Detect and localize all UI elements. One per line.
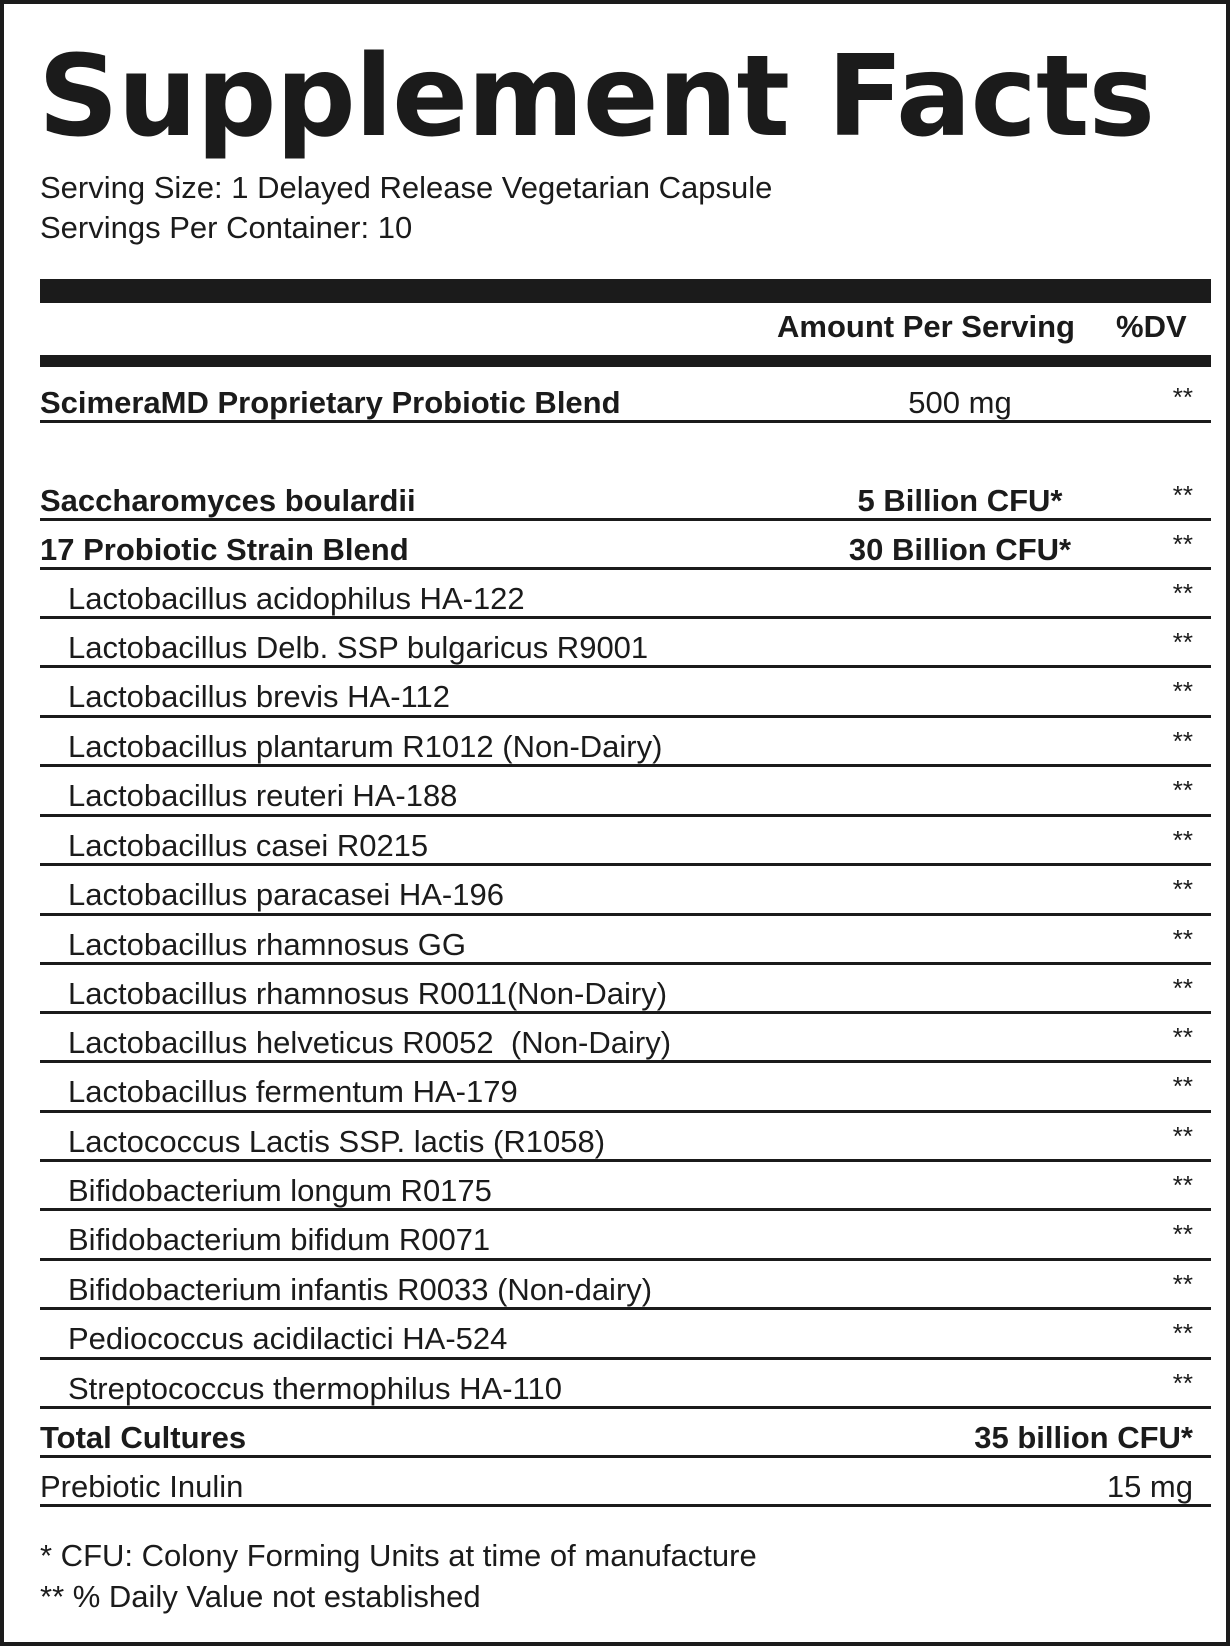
row-divider (40, 1455, 1211, 1458)
row-divider (40, 1159, 1211, 1162)
strain-dv: ** (1172, 1022, 1193, 1052)
row-divider (40, 1110, 1211, 1113)
strain-name: Bifidobacterium bifidum R0071 (68, 1222, 491, 1257)
row-divider (40, 1011, 1211, 1014)
row-divider (40, 1307, 1211, 1310)
strain-name: Bifidobacterium longum R0175 (68, 1173, 492, 1208)
header-thick-divider (40, 355, 1211, 367)
serving-size: Serving Size: 1 Delayed Release Vegetarian Capsule (40, 170, 773, 205)
blend-amount: 500 mg (908, 385, 1012, 420)
servings-per-container: Servings Per Container: 10 (40, 210, 413, 245)
strain-name: Bifidobacterium infantis R0033 (Non-dairy) (68, 1272, 653, 1307)
strain-name: Lactobacillus Delb. SSP bulgaricus R9001 (68, 630, 649, 665)
row-divider (40, 420, 1211, 423)
strain-dv: ** (1172, 578, 1193, 608)
strain-blend-amount: 30 Billion CFU* (848, 532, 1072, 567)
strain-dv: ** (1172, 627, 1193, 657)
row-divider (40, 1258, 1211, 1261)
strain-name: Streptococcus thermophilus HA-110 (68, 1371, 562, 1406)
strain-dv: ** (1172, 924, 1193, 954)
row-divider (40, 962, 1211, 965)
strain-name: Lactobacillus rhamnosus GG (68, 927, 467, 962)
total-cultures-amount: 35 billion CFU* (974, 1420, 1193, 1455)
strain-name: Lactobacillus fermentum HA-179 (68, 1074, 518, 1109)
strain-name: Lactobacillus rhamnosus R0011(Non-Dairy) (68, 976, 668, 1011)
strain-dv: ** (1172, 676, 1193, 706)
row-divider (40, 665, 1211, 668)
strain-dv: ** (1172, 1269, 1193, 1299)
row-divider (40, 814, 1211, 817)
strain-name: Lactobacillus brevis HA-112 (68, 679, 450, 714)
strain-name: Lactobacillus plantarum R1012 (Non-Dairy) (68, 729, 663, 764)
strain-dv: ** (1172, 1368, 1193, 1398)
strain-name: Lactobacillus acidophilus HA-122 (68, 581, 525, 616)
row-divider (40, 715, 1211, 718)
saccharomyces-amount: 5 Billion CFU* (857, 483, 1063, 518)
strain-name: Lactococcus Lactis SSP. lactis (R1058) (68, 1124, 606, 1159)
daily-value-header: %DV (1116, 309, 1187, 344)
saccharomyces-name: Saccharomyces boulardii (40, 483, 416, 518)
strain-dv: ** (1172, 775, 1193, 805)
strain-dv: ** (1172, 973, 1193, 1003)
row-divider (40, 1208, 1211, 1211)
strain-dv: ** (1172, 1121, 1193, 1151)
row-divider (40, 1504, 1211, 1507)
footnote-cfu: * CFU: Colony Forming Units at time of manufacture (40, 1538, 757, 1573)
blend-name: ScimeraMD Proprietary Probiotic Blend (40, 385, 621, 420)
saccharomyces-dv: ** (1172, 480, 1193, 510)
total-cultures-name: Total Cultures (40, 1420, 247, 1455)
strain-dv: ** (1172, 1318, 1193, 1348)
strain-blend-name: 17 Probiotic Strain Blend (40, 532, 409, 567)
panel-title: Supplement Facts (38, 32, 1155, 162)
inulin-name: Prebiotic Inulin (40, 1469, 244, 1504)
inulin-amount: 15 mg (1106, 1469, 1193, 1504)
row-divider (40, 518, 1211, 521)
strain-name: Lactobacillus paracasei HA-196 (68, 877, 504, 912)
top-thick-divider (40, 279, 1211, 303)
row-divider (40, 1060, 1211, 1063)
strain-dv: ** (1172, 1219, 1193, 1249)
row-divider (40, 913, 1211, 916)
strain-blend-dv: ** (1172, 529, 1193, 559)
strain-dv: ** (1172, 1170, 1193, 1200)
row-divider (40, 863, 1211, 866)
row-divider (40, 616, 1211, 619)
strain-name: Lactobacillus helveticus R0052 (Non-Dairy) (68, 1025, 672, 1060)
strain-name: Pediococcus acidilactici HA-524 (68, 1321, 508, 1356)
strain-dv: ** (1172, 825, 1193, 855)
strain-name: Lactobacillus reuteri HA-188 (68, 778, 458, 813)
row-divider (40, 1406, 1211, 1409)
strain-name: Lactobacillus casei R0215 (68, 828, 429, 863)
strain-dv: ** (1172, 726, 1193, 756)
row-divider (40, 764, 1211, 767)
strain-dv: ** (1172, 1071, 1193, 1101)
row-divider (40, 567, 1211, 570)
strain-dv: ** (1172, 874, 1193, 904)
amount-per-serving-header: Amount Per Serving (777, 309, 1075, 344)
blend-dv: ** (1172, 382, 1193, 412)
row-divider (40, 1357, 1211, 1360)
footnote-dv: ** % Daily Value not established (40, 1579, 481, 1614)
